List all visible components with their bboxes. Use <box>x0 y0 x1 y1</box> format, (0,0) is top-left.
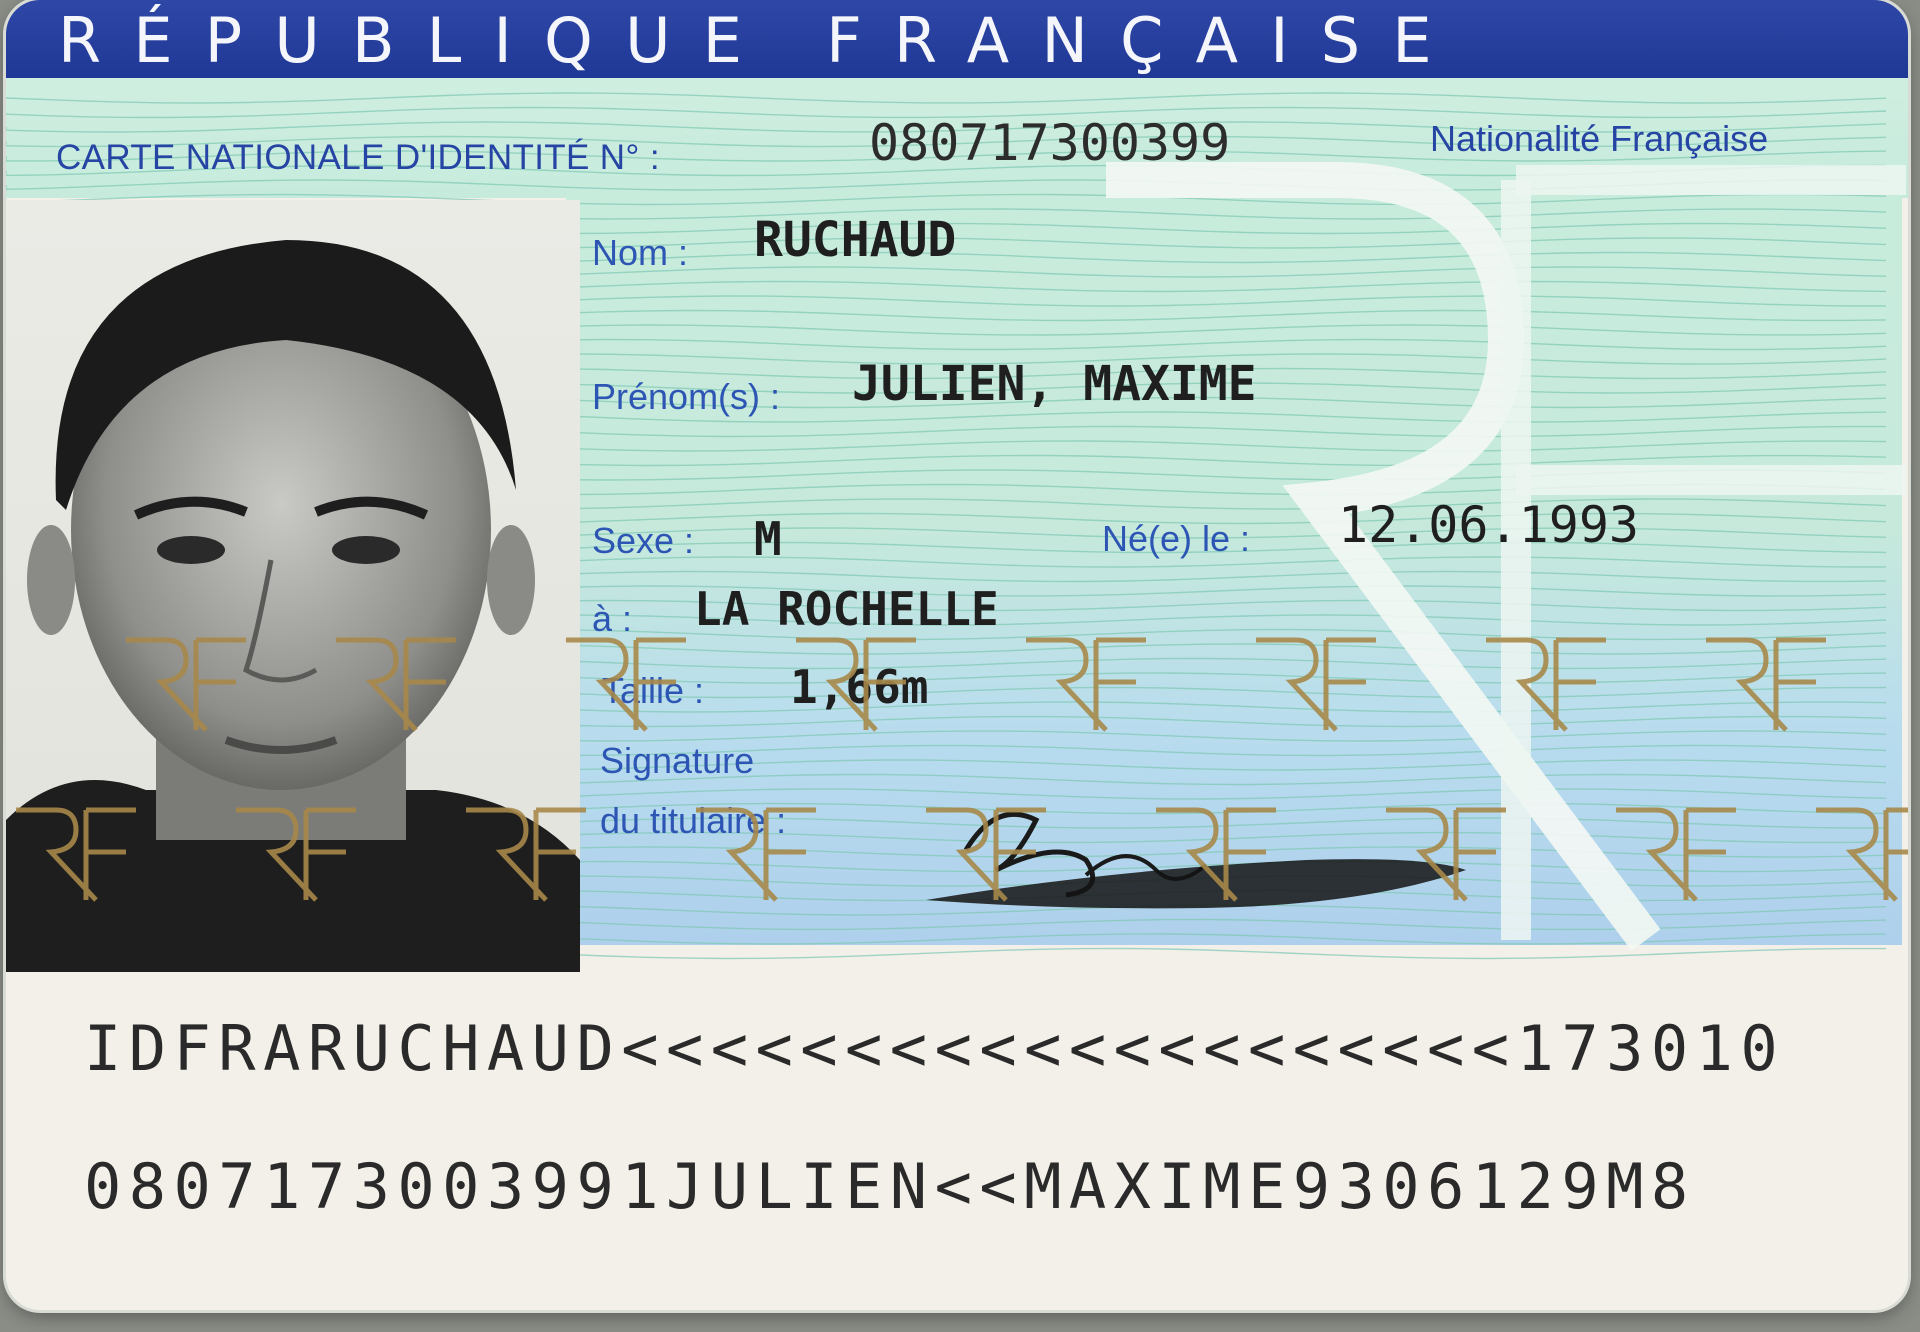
portrait-illustration <box>6 200 580 972</box>
sex-value: M <box>754 512 782 566</box>
surname-value: RUCHAUD <box>754 212 957 268</box>
sex-label: Sexe : <box>592 520 695 561</box>
document-number-label: CARTE NATIONALE D'IDENTITÉ N° : <box>56 138 660 177</box>
country-banner-text: RÉPUBLIQUE FRANÇAISE <box>58 4 1464 77</box>
birth-place-value: LA ROCHELLE <box>694 582 999 636</box>
signature-label: Signature <box>600 740 755 781</box>
height-label: Taille : <box>602 670 705 711</box>
holder-photo <box>6 200 580 972</box>
country-banner <box>6 0 1908 78</box>
document-number: 080717300399 <box>869 114 1231 172</box>
birth-date-label: Né(e) le : <box>1102 518 1251 559</box>
birth-place-label: à : <box>592 598 633 639</box>
surname-label: Nom : <box>592 232 689 273</box>
given-names-value: JULIEN, MAXIME <box>852 356 1257 412</box>
mrz-line-1: IDFRARUCHAUD<<<<<<<<<<<<<<<<<<<<173010 <box>84 1012 1786 1085</box>
birth-date-value: 12.06.1993 <box>1338 496 1640 554</box>
holder-signature <box>906 780 1486 920</box>
guilloche-line <box>6 93 1886 103</box>
given-names-label: Prénom(s) : <box>592 376 781 417</box>
identity-card <box>6 0 1908 1310</box>
mrz-line-2: 0807173003991JULIEN<<MAXIME9306129M8 <box>84 1150 1696 1223</box>
signature-label-line2: du titulaire : <box>600 800 787 841</box>
height-value: 1,66m <box>790 660 929 714</box>
nationality: Nationalité Française <box>1430 118 1769 159</box>
